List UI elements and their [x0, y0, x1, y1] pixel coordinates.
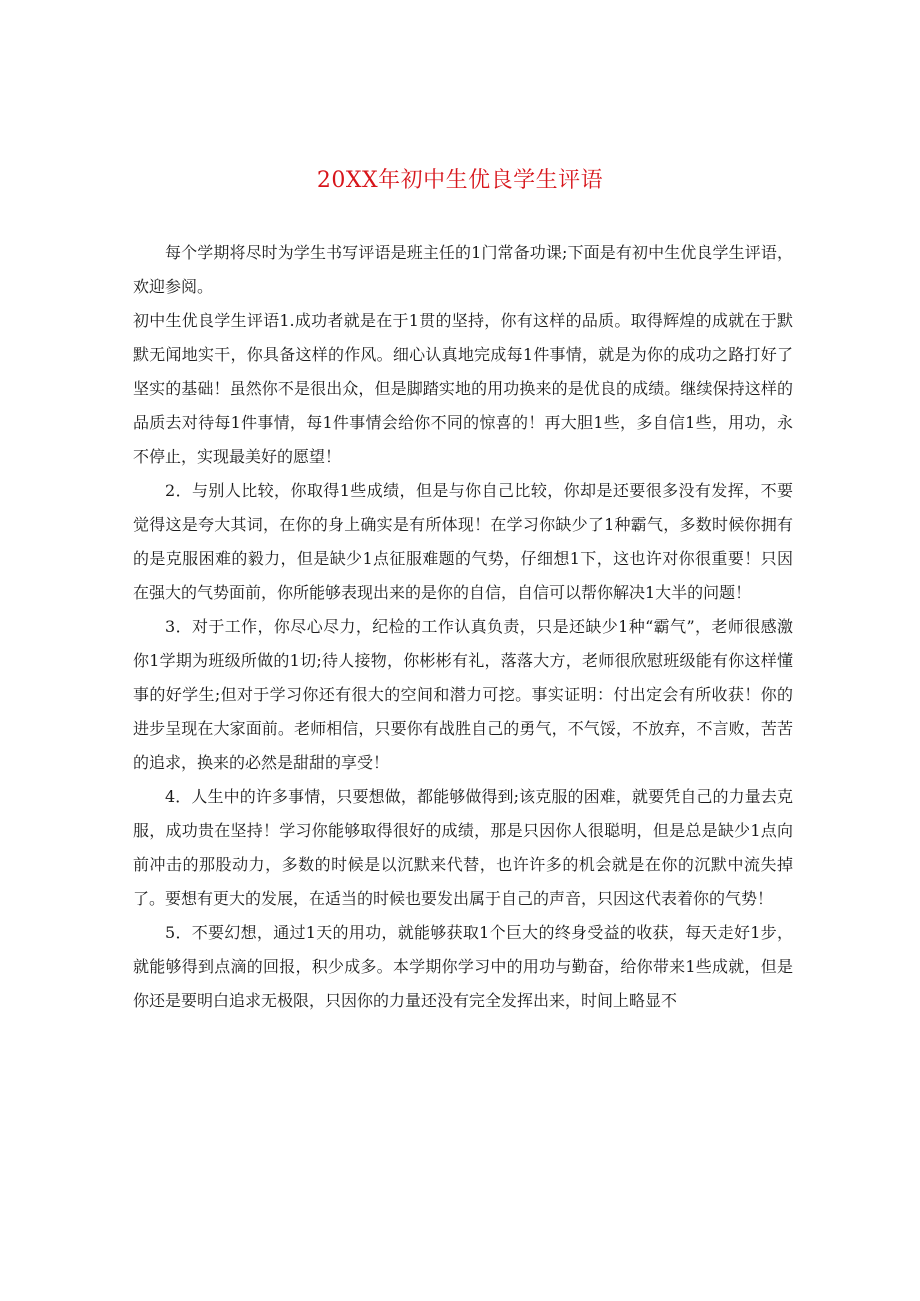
- comment-paragraph-3: 3．对于工作，你尽心尽力，纪检的工作认真负责，只是还缺少1种“霸气”，老师很感激你1学期为班级所做的1切;待人接物，你彬彬有礼，落落大方，老师很欣慰班级能有你这样懂事的好学生;但对于学习你还有很大的空间和潜力可挖。事实证明：付出定会有所收获！你的进步呈现在大家面前。老师相信，只要你有战胜自己的勇气，不气馁，不放弃，不言败，苦苦的追求，换来的必然是甜甜的享受！: [133, 617, 793, 772]
- comment-paragraph-2: 2．与别人比较，你取得1些成绩，但是与你自己比较，你却是还要很多没有发挥，不要觉得这是夸大其词，在你的身上确实是有所体现！在学习你缺少了1种霸气，多数时候你拥有的是克服困难的毅力，但是缺少1点征服难题的气势，仔细想1下，这也许对你很重要！只因在强大的气势面前，你所能够表现出来的是你的自信，自信可以帮你解决1大半的问题！: [133, 481, 793, 602]
- comment-paragraph-5: 5．不要幻想，通过1天的用功，就能够获取1个巨大的终身受益的收获，每天走好1步，就能够得到点滴的回报，积少成多。本学期你学习中的用功与勤奋，给你带来1些成就，但是你还是要明白追求无极限，只因你的力量还没有完全发挥出来，时间上略显不: [133, 923, 793, 1010]
- comment-paragraph-1: 初中生优良学生评语1.成功者就是在于1贯的坚持，你有这样的品质。取得辉煌的成就在于默默无闻地实干，你具备这样的作风。细心认真地完成每1件事情，就是为你的成功之路打好了坚实的基础！虽然你不是很出众，但是脚踏实地的用功换来的是优良的成绩。继续保持这样的品质去对待每1件事情，每1件事情会给你不同的惊喜的！再大胆1些，多自信1些，用功，永不停止，实现最美好的愿望！: [133, 311, 793, 466]
- document-body: [133, 236, 793, 1018]
- document-title: 20XX年初中生优良学生评语: [316, 168, 604, 193]
- comment-paragraph-4: 4．人生中的许多事情，只要想做，都能够做得到;该克服的困难，就要凭自己的力量去克服，成功贵在坚持！学习你能够取得很好的成绩，那是只因你人很聪明，但是总是缺少1点向前冲击的那股动力，多数的时候是以沉默来代替，也许许多的机会就是在你的沉默中流失掉了。要想有更大的发展，在适当的时候也要发出属于自己的声音，只因这代表着你的气势！: [133, 787, 793, 908]
- intro-paragraph: 每个学期将尽时为学生书写评语是班主任的1门常备功课;下面是有初中生优良学生评语，欢迎参阅。: [133, 243, 793, 296]
